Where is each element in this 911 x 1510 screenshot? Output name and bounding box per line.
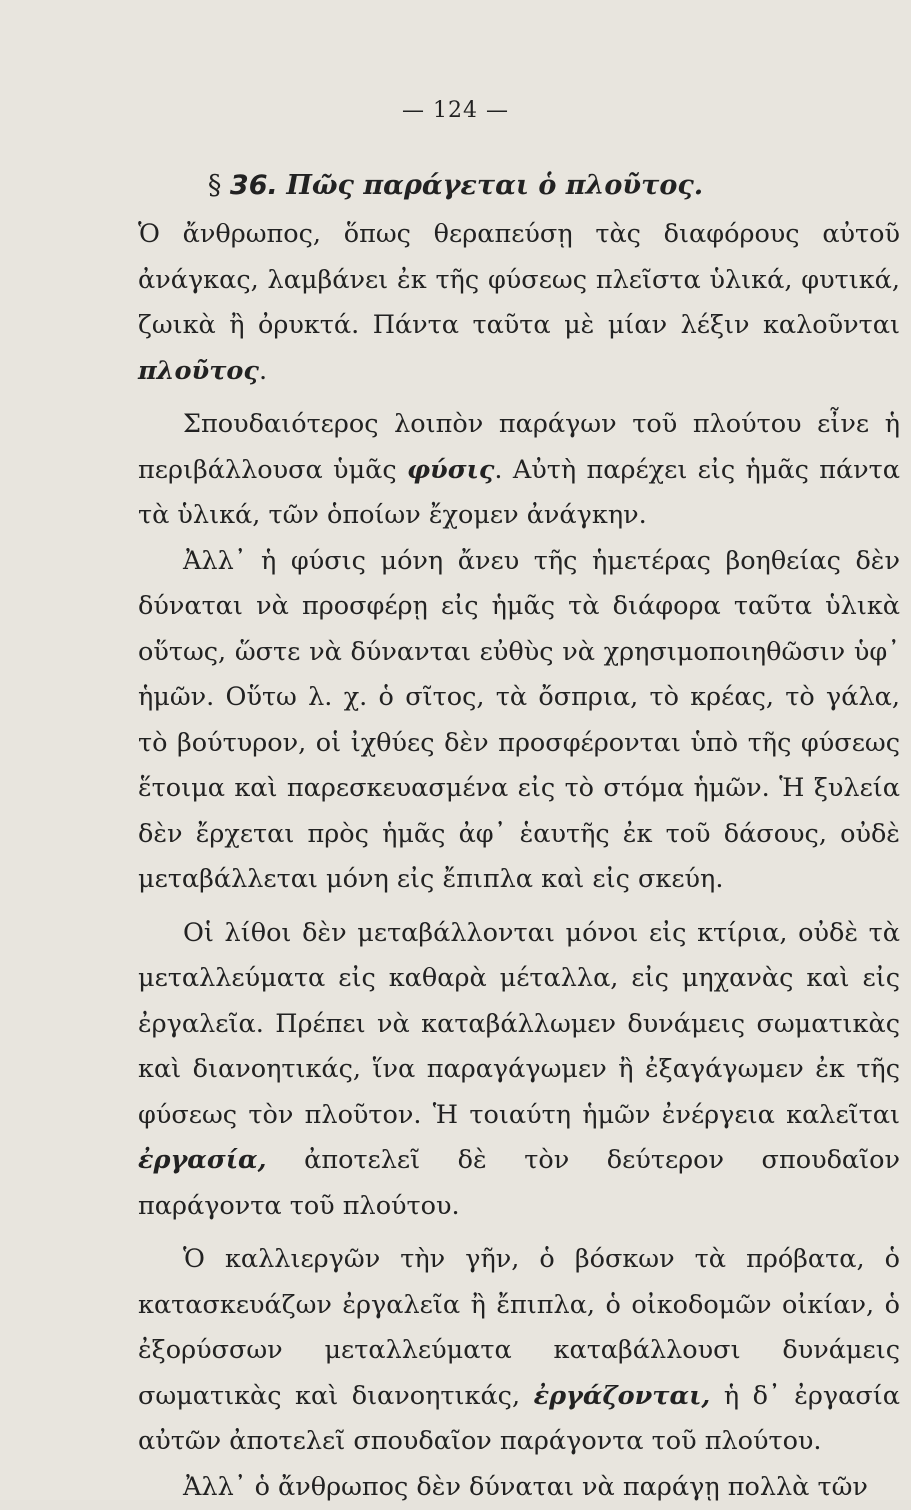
paragraph-1 (138, 212, 900, 394)
paragraph-6: Ἀλλ᾽ ὁ ἄνθρωπος δὲν δύναται νὰ παράγῃ πολλὰ τῶν (138, 1465, 900, 1510)
emphasis-term: ἐργάζονται, (534, 1381, 711, 1411)
paragraph-2 (138, 402, 900, 539)
paragraph-text: ἀποτελεῖ δὲ τὸν δεύτερον σπουδαῖον παράγοντα τοῦ πλούτου. (138, 1145, 900, 1221)
paragraph-text: Ὁ καλλιεργῶν τὴν γῆν, ὁ βόσκων τὰ πρόβατα, ὁ κατασκευάζων ἐργαλεῖα ἢ ἔπιπλα, ὁ οἰκοδομῶν οἰκίαν, ὁ ἐξορύσσων μεταλλεύματα καταβάλλουσι δυνάμεις σωματικὰς καὶ διανοητικάς, (138, 1244, 900, 1411)
paragraph-3: Ἀλλ᾽ ἡ φύσις μόνη ἄνευ τῆς ἡμετέρας βοηθείας δὲν δύναται νὰ προσφέρῃ εἰς ἡμᾶς τὰ διάφορα ταῦτα ὑλικὰ οὕτως, ὥστε νὰ δύνανται εὐθὺς νὰ χρησιμοποιηθῶσιν ὑφ᾽ ἡμῶν. Οὕτω λ. χ. ὁ σῖτος, τὰ ὄσπρια, τὸ κρέας, τὸ γάλα, τὸ βούτυρον, οἱ ἰχθύες δὲν προσφέρονται ὑπὸ τῆς φύσεως ἕτοιμα καὶ παρεσκευασμένα εἰς τὸ στόμα ἡμῶν. Ἡ ξυλεία δὲν ἔρχεται πρὸς ἡμᾶς ἀφ᾽ ἑαυτῆς ἐκ τοῦ δάσους, οὐδὲ μεταβάλλεται μόνη εἰς ἔπιπλα καὶ εἰς σκεύη. (138, 539, 900, 903)
section-number: 36. (230, 170, 278, 201)
paragraph-text: . (259, 356, 267, 386)
paragraph-text: Ὁ ἄνθρωπος, ὅπως θεραπεύσῃ τὰς διαφόρους αὐτοῦ ἀνάγκας, λαμβάνει ἐκ τῆς φύσεως πλεῖστα ὑλικά, φυτικά, ζωικὰ ἢ ὀρυκτά. Πάντα ταῦτα μὲ μίαν λέξιν καλοῦνται (138, 219, 900, 340)
page-number: — 124 — (0, 98, 911, 123)
paragraph-text: Οἱ λίθοι δὲν μεταβάλλονται μόνοι εἰς κτίρια, οὐδὲ τὰ μεταλλεύματα εἰς καθαρὰ μέταλλα, εἰς μηχανὰς καὶ εἰς ἐργαλεῖα. Πρέπει νὰ καταβάλλωμεν δυνάμεις σωματικὰς καὶ διανοητικάς, ἵνα παραγάγωμεν ἢ ἐξαγάγωμεν ἐκ τῆς φύσεως τὸν πλοῦτον. Ἡ τοιαύτη ἡμῶν ἐνέργεια καλεῖται (138, 918, 900, 1130)
emphasis-term: φύσις (407, 455, 494, 485)
paragraph-text: ἡ δ᾽ ἐργασία αὐτῶν ἀποτελεῖ σπουδαῖον παράγοντα τοῦ πλούτου. (138, 1381, 900, 1457)
emphasis-term: πλοῦτος (138, 356, 259, 386)
section-symbol: § (208, 170, 222, 201)
paragraph-4 (138, 911, 900, 1230)
section-title: Πῶς παράγεται ὁ πλοῦτος. (286, 170, 703, 201)
paragraph-5 (138, 1237, 900, 1465)
body-text (138, 212, 900, 1510)
section-heading (0, 170, 911, 201)
paragraph-text: Σπουδαιότερος λοιπὸν παράγων τοῦ πλούτου εἶνε ἡ περιβάλλουσα ὑμᾶς (138, 409, 900, 485)
paragraph-text: . Αὐτὴ παρέχει εἰς ἡμᾶς πάντα τὰ ὑλικά, τῶν ὁποίων ἔχομεν ἀνάγκην. (138, 455, 900, 531)
emphasis-term: ἐργασία, (138, 1145, 267, 1175)
